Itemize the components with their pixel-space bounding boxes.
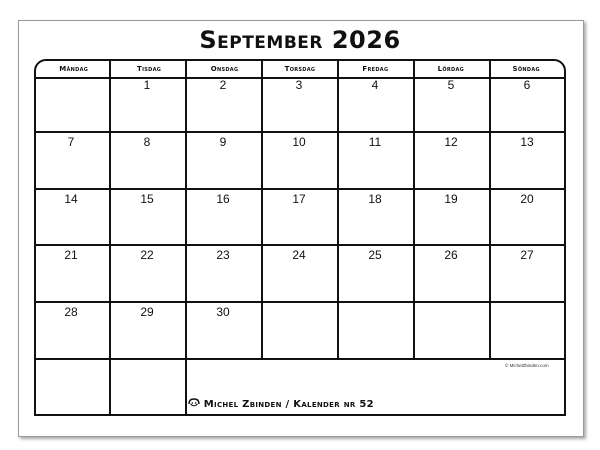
grid-column-line	[489, 59, 491, 359]
day-number: 9	[219, 134, 227, 149]
day-number: 27	[520, 248, 534, 263]
grid-row-line	[34, 358, 566, 360]
day-number: 16	[216, 191, 230, 206]
day-number: 22	[140, 248, 154, 263]
day-number: 8	[143, 134, 151, 149]
grid-row-line	[34, 188, 566, 190]
day-number: 10	[292, 134, 306, 149]
weekday-header: Måndag	[59, 65, 89, 73]
day-number: 23	[216, 248, 230, 263]
day-number: 4	[371, 78, 379, 92]
grid-column-line	[261, 59, 263, 359]
grid-row-line	[34, 131, 566, 133]
day-number: 29	[140, 305, 154, 320]
grid-row-line	[34, 301, 566, 303]
grid-row-line	[34, 244, 566, 246]
weekday-header: Lördag	[437, 65, 465, 73]
face-icon	[188, 398, 200, 408]
day-number: 5	[447, 78, 455, 92]
day-number: 26	[444, 248, 458, 263]
calendar-grid	[34, 59, 566, 416]
day-number: 7	[67, 134, 75, 149]
grid-column-line	[337, 59, 339, 359]
day-number: 15	[140, 191, 154, 206]
weekday-header: Söndag	[512, 65, 540, 73]
credit-text: Michel Zbinden / Kalender nr 52	[203, 399, 374, 410]
weekday-header: Fredag	[362, 65, 389, 73]
day-number: 11	[368, 134, 382, 149]
weekday-header: Torsdag	[284, 65, 316, 73]
day-number: 25	[368, 248, 382, 263]
grid-column-line	[185, 59, 187, 416]
grid-column-line	[413, 59, 415, 359]
day-number: 28	[64, 305, 78, 320]
day-number: 1	[143, 78, 151, 92]
day-number: 30	[216, 305, 230, 320]
day-number: 13	[520, 134, 534, 149]
day-number: 19	[444, 191, 458, 206]
weekday-header: Tisdag	[137, 65, 162, 73]
day-number: 24	[292, 248, 306, 263]
day-number: 20	[520, 191, 534, 206]
day-number: 18	[368, 191, 382, 206]
website-label: © MichelZbinden.com	[505, 363, 549, 368]
calendar-title: September 2026	[199, 26, 401, 54]
day-number: 6	[523, 78, 531, 92]
grid-column-line	[109, 59, 111, 416]
day-number: 3	[295, 78, 303, 92]
day-number: 12	[444, 134, 458, 149]
day-number: 17	[292, 191, 306, 206]
day-number: 21	[64, 248, 78, 263]
day-number: 14	[64, 191, 78, 206]
weekday-header-row	[36, 61, 564, 79]
footer-credit	[188, 398, 374, 410]
day-number: 2	[219, 78, 227, 92]
weekday-header: Onsdag	[210, 65, 239, 73]
